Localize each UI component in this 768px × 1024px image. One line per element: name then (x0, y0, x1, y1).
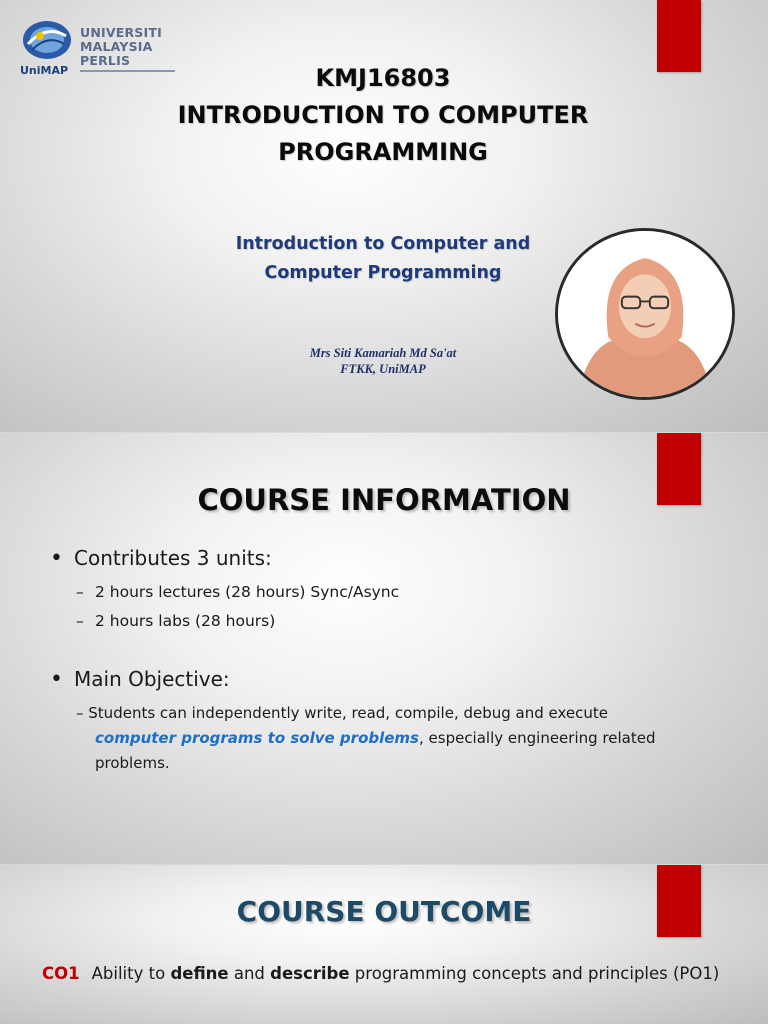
slide-heading: COURSE OUTCOME (236, 895, 532, 928)
slide-title (0, 0, 768, 432)
logo-line-2: MALAYSIA (80, 39, 153, 54)
sub-bullet-lectures: – 2 hours lectures (28 hours) Sync/Async (76, 583, 400, 601)
bullet-icon: • (50, 667, 63, 692)
author-name: Mrs Siti Kamariah Md Sa'at (309, 346, 457, 360)
bullet-objective: • Main Objective: (50, 667, 230, 692)
sub-bullet-labs: – 2 hours labs (28 hours) (76, 612, 276, 630)
course-title (100, 60, 666, 171)
slide-course-information (0, 433, 768, 864)
course-outcome-item: CO1 Ability to define and describe programming concepts and principles (PO1) (42, 964, 720, 983)
subtitle-line-1: Introduction to Computer and (235, 234, 531, 254)
logo-line-1: UNIVERSITI (80, 25, 162, 40)
author-affiliation: FTKK, UniMAP (340, 362, 426, 376)
lecture-subtitle (200, 230, 566, 288)
unimap-logo-icon (18, 18, 76, 78)
course-title-line-1: INTRODUCTION TO COMPUTER (177, 101, 589, 129)
logo-line-3: PERLIS (80, 53, 131, 68)
presenter-photo (555, 228, 735, 400)
course-title-line-2: PROGRAMMING (278, 138, 488, 166)
objective-text: – Students can independently write, read, compile, debug and execute computer programs to solve problems, especially engineering related problems. (76, 704, 656, 772)
subtitle-line-2: Computer Programming (264, 263, 502, 283)
svg-text:UniMAP: UniMAP (20, 64, 69, 77)
slide-course-outcome (0, 865, 768, 1024)
author-block (200, 345, 566, 377)
co-id: CO1 (42, 964, 80, 983)
bullet-units: • Contributes 3 units: (50, 546, 272, 571)
objective-highlight: computer programs to solve problems (95, 729, 419, 747)
slide-heading: COURSE INFORMATION (197, 483, 571, 517)
presenter-portrait-icon (558, 231, 732, 397)
bullet-icon: • (50, 546, 63, 571)
course-code: KMJ16803 (315, 64, 451, 92)
